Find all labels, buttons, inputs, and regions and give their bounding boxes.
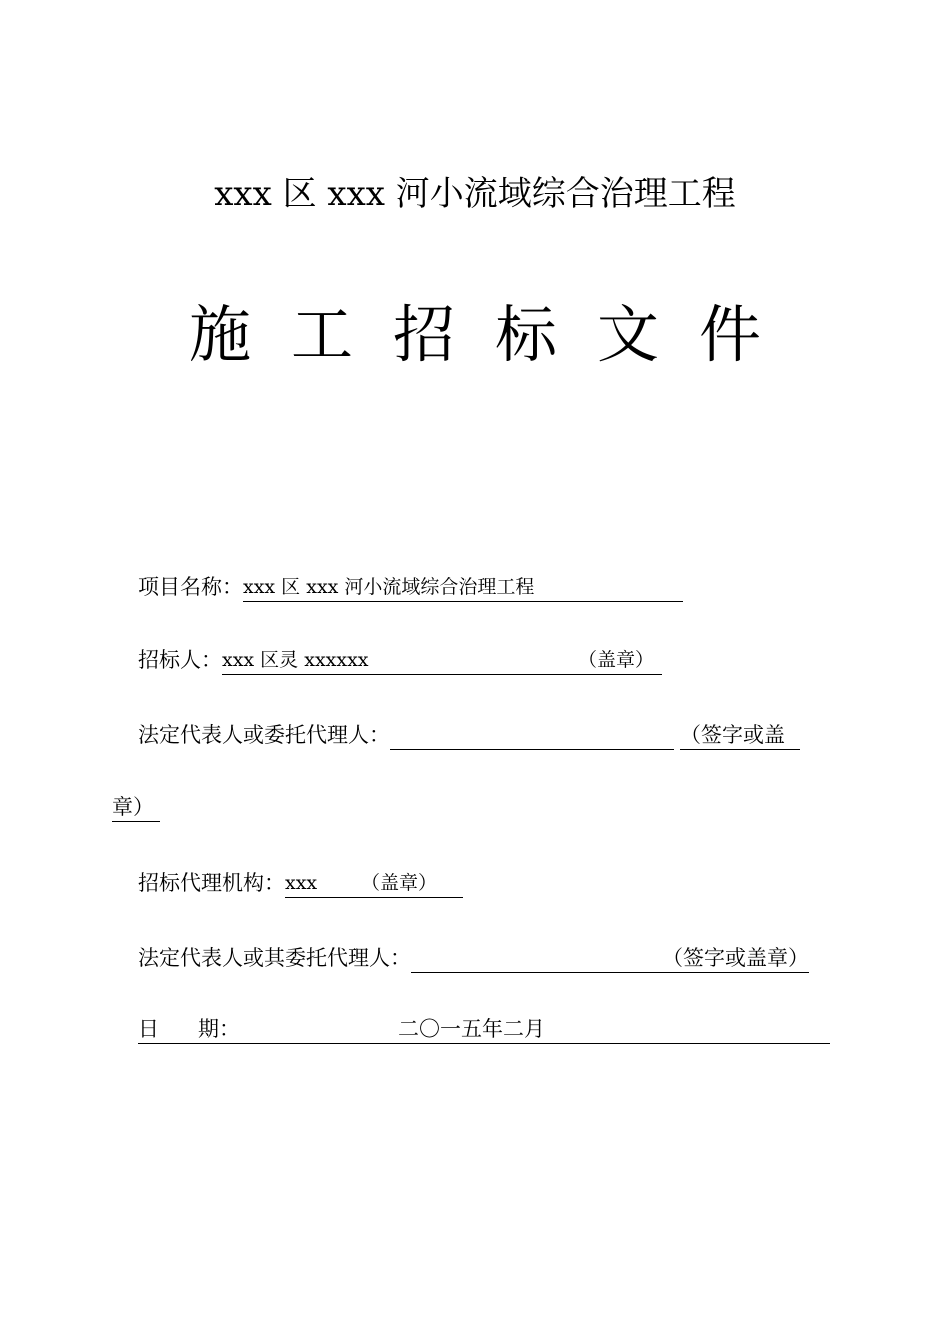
project-title: xxx 区 xxx 河小流域综合治理工程 [214, 174, 736, 214]
legal-rep-signature-line [390, 722, 674, 750]
field-project-name [138, 572, 683, 602]
legal-rep-label: 法定代表人或委托代理人： [138, 723, 390, 747]
tenderer-label: 招标人： [138, 648, 222, 672]
field-date [138, 1016, 830, 1044]
agency-value: xxx [285, 872, 318, 894]
document-title: 施工招标文件 [188, 298, 801, 371]
date-line [138, 1016, 830, 1044]
field-legal-representative-cont [112, 794, 160, 822]
project-name-value: xxx 区 xxx 河小流域综合治理工程 [243, 574, 683, 602]
tenderer-line [222, 647, 662, 675]
agency-line [285, 870, 463, 898]
legal-rep-seal-note-cont: 章） [112, 794, 160, 822]
agency-legal-rep-label: 法定代表人或其委托代理人： [138, 946, 411, 970]
date-label-2: 期： [198, 1017, 240, 1041]
agency-label: 招标代理机构： [138, 871, 285, 895]
agency-legal-rep-line [411, 945, 809, 973]
field-agency-legal-representative [138, 943, 809, 973]
date-label-1: 日 [138, 1017, 159, 1041]
tenderer-seal-note: （盖章） [577, 649, 654, 671]
date-value: 二〇一五年二月 [398, 1017, 545, 1041]
field-tender-agency [138, 868, 463, 898]
agency-legal-rep-seal-note: （签字或盖章） [662, 946, 809, 970]
field-tenderer [138, 645, 662, 675]
agency-seal-note: （盖章） [361, 872, 438, 894]
legal-rep-seal-note: （签字或盖 [680, 722, 800, 750]
tenderer-value: xxx 区灵 xxxxxx [222, 649, 369, 671]
field-legal-representative [138, 720, 800, 750]
project-name-label: 项目名称： [138, 575, 243, 599]
